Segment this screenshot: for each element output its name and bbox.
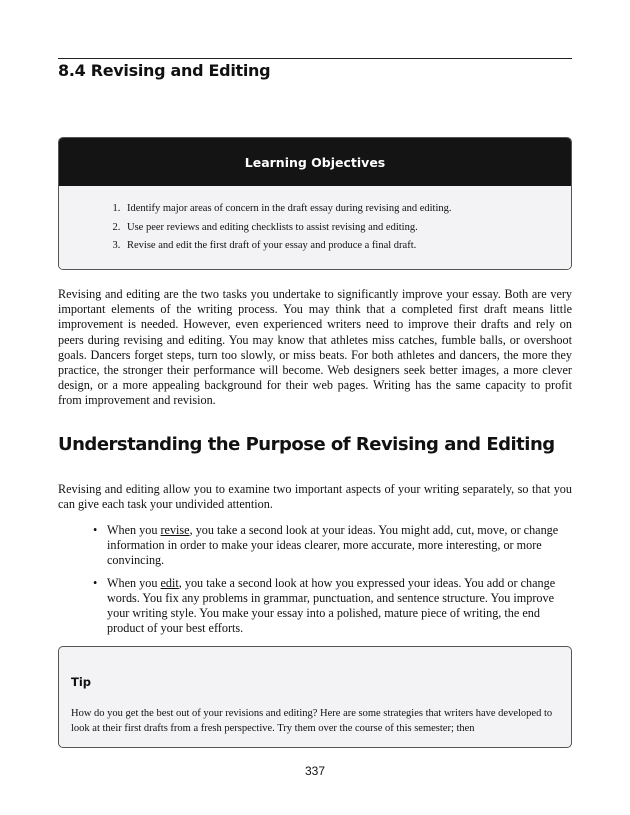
tip-text: How do you get the best out of your revisions and editing? Here are some strategies that writers have developed to look at their first drafts from a fresh perspective. Try them over the course of this semester; then xyxy=(71,708,553,734)
bullet-prefix: When you xyxy=(107,523,161,537)
top-rule xyxy=(58,58,572,59)
objective-item: 2. Use peer reviews and editing checklists to assist revising and editing. xyxy=(123,219,571,238)
tip-title: Tip xyxy=(71,675,92,689)
bullet-dot: • xyxy=(93,523,98,537)
intro-paragraph: Revising and editing are the two tasks you undertake to significantly improve your essay. Both are very important elements of the writing process. You may think that a completed first draft means little improvement is needed. However, even experienced writers need to improve their drafts and rely on peers during revising and editing. You may know that athletes miss catches, fumble balls, or overshoot goals. Dancers forget steps, turn too slowly, or miss beats. For both athletes and dancers, the more they practice, the stronger their performance will become. Web designers seek better images, a more clever design, or a more appealing background for their web pages. Writing has the same capacity to profit from improvement and revision. xyxy=(58,287,572,408)
objective-item: 3. Revise and edit the first draft of your essay and produce a final draft. xyxy=(123,237,571,256)
bullet-prefix: When you xyxy=(107,575,161,590)
learning-objectives-list xyxy=(59,200,571,256)
revise-term: revise xyxy=(160,523,190,537)
edit-term: edit xyxy=(160,575,179,590)
bullet-edit xyxy=(90,576,572,637)
tip-box xyxy=(58,646,572,748)
page-number: 337 xyxy=(304,764,326,778)
bullet-text: , you take a second look at your ideas. You might add, cut, move, or change information in order to make your ideas clearer, more accurate, more interesting, or more convincing. xyxy=(107,523,559,568)
purpose-bullet-list xyxy=(90,523,572,643)
understanding-heading: Understanding the Purpose of Revising and Editing xyxy=(58,434,555,455)
bullet-dot: • xyxy=(93,575,98,590)
objective-item: 1. Identify major areas of concern in the draft essay during revising and editing. xyxy=(123,200,571,219)
bullet-text: , you take a second look at how you expressed your ideas. You add or change words. You fix any problems in grammar, punctuation, and sentence structure. You improve your writing style. You make your essay into a polished, mature piece of writing, the end product of your best efforts. xyxy=(107,575,556,636)
learning-objectives-box xyxy=(58,137,572,270)
learning-objectives-header: Learning Objectives xyxy=(59,138,571,186)
understanding-paragraph: Revising and editing allow you to examine two important aspects of your writing separately, so that you can give each task your undivided attention. xyxy=(58,482,572,512)
bullet-revise xyxy=(90,523,572,569)
learning-objectives-body xyxy=(59,186,571,270)
section-title: 8.4 Revising and Editing xyxy=(58,61,271,80)
